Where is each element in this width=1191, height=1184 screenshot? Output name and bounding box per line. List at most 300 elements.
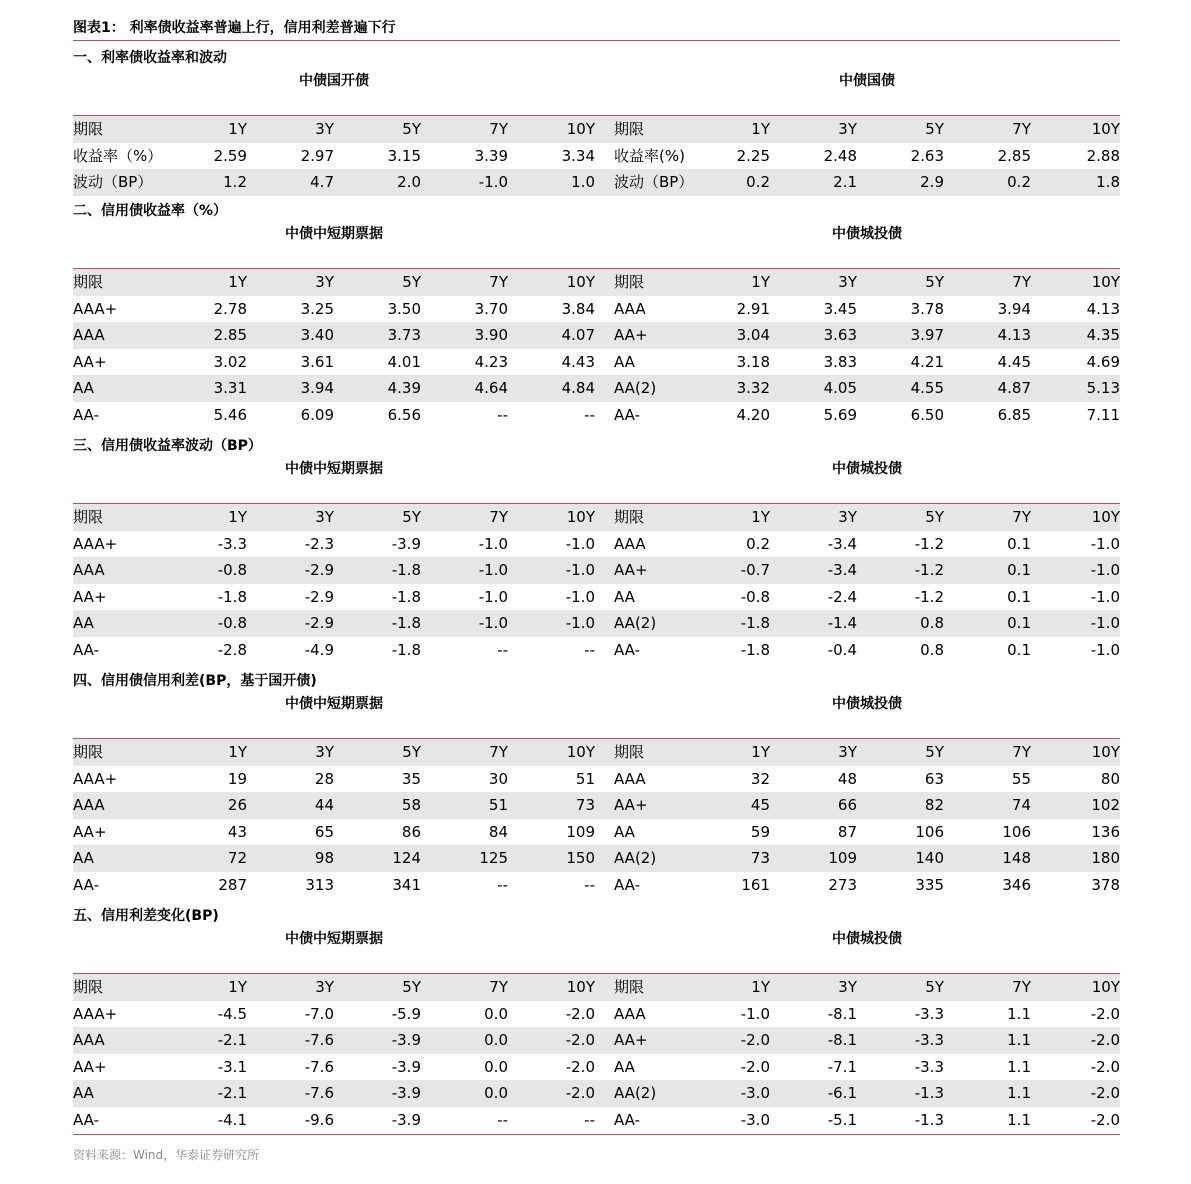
left-value-cell: -1.8	[391, 640, 421, 659]
right-value-cell: 1.1	[1007, 1057, 1031, 1076]
left-value-cell: 3.40	[300, 326, 334, 344]
table-row	[73, 1001, 1120, 1028]
left-row-label: AAA+	[73, 299, 118, 318]
table-row	[73, 349, 1120, 376]
left-row-label: 波动（BP）	[73, 173, 153, 191]
right-header-row-label: 期限	[614, 978, 645, 996]
left-value-cell: -1.8	[391, 587, 421, 606]
right-value-cell: -2.0	[740, 1031, 770, 1049]
right-header-row-label: 期限	[614, 120, 645, 138]
table-row	[73, 845, 1120, 872]
left-header-value-cell: 3Y	[315, 273, 334, 291]
right-value-cell: 0.8	[920, 614, 944, 632]
right-value-cell: -6.1	[827, 1084, 857, 1102]
right-value-cell: -3.4	[827, 534, 857, 553]
right-header-value-cell: 10Y	[1091, 508, 1120, 526]
left-header-value-cell: 7Y	[489, 743, 508, 761]
left-value-cell: -1.0	[478, 173, 508, 191]
right-value-cell: -1.0	[1090, 587, 1120, 606]
left-value-cell: 98	[314, 849, 334, 867]
left-value-cell: -1.0	[565, 614, 595, 632]
right-value-cell: -1.0	[1090, 561, 1120, 579]
left-row-label: AA+	[73, 1057, 107, 1076]
right-value-cell: 148	[1002, 849, 1031, 867]
left-value-cell: 3.70	[474, 299, 508, 318]
left-value-cell: 35	[401, 769, 421, 788]
right-value-cell: 4.35	[1086, 326, 1120, 344]
right-value-cell: 0.1	[1007, 561, 1031, 579]
right-value-cell: -1.2	[914, 534, 944, 553]
left-row-label: AA-	[73, 405, 100, 424]
right-header-value-cell: 5Y	[925, 743, 944, 761]
left-value-cell: 4.84	[561, 379, 595, 397]
left-value-cell: -1.0	[565, 561, 595, 579]
left-value-cell: -3.3	[217, 534, 247, 553]
right-value-cell: 0.1	[1007, 587, 1031, 606]
left-row-label: AA	[73, 379, 94, 397]
table-header-row	[73, 974, 1120, 1001]
right-header-value-cell: 3Y	[838, 508, 857, 526]
left-value-cell: -2.0	[565, 1031, 595, 1049]
left-header-value-cell: 3Y	[315, 120, 334, 138]
right-value-cell: 136	[1091, 822, 1120, 841]
left-header-value-cell: 7Y	[489, 978, 508, 996]
right-header-value-cell: 7Y	[1012, 743, 1031, 761]
right-row-label: AA	[614, 822, 635, 841]
left-value-cell: 4.39	[387, 379, 421, 397]
right-row-label: AA+	[614, 326, 648, 344]
left-row-label: AAA+	[73, 534, 118, 553]
right-header-value-cell: 7Y	[1012, 273, 1031, 291]
left-value-cell: -2.0	[565, 1004, 595, 1023]
left-value-cell: 43	[227, 822, 247, 841]
right-value-cell: 3.63	[823, 326, 857, 344]
left-row-label: AAA	[73, 326, 105, 344]
left-header-value-cell: 3Y	[315, 743, 334, 761]
right-row-label: AA	[614, 587, 635, 606]
right-header-value-cell: 7Y	[1012, 978, 1031, 996]
right-value-cell: 3.94	[997, 299, 1031, 318]
right-value-cell: 1.1	[1007, 1084, 1031, 1102]
left-value-cell: -7.6	[304, 1031, 334, 1049]
left-row-label: AAA+	[73, 769, 118, 788]
right-value-cell: -2.0	[740, 1057, 770, 1076]
left-value-cell: 73	[575, 796, 595, 814]
left-value-cell: -2.0	[565, 1084, 595, 1102]
right-value-cell: 5.69	[823, 405, 857, 424]
left-value-cell: -7.6	[304, 1057, 334, 1076]
left-value-cell: 58	[401, 796, 421, 814]
left-value-cell: --	[497, 875, 508, 894]
left-header-value-cell: 3Y	[315, 978, 334, 996]
left-header-row-label: 期限	[73, 508, 104, 526]
left-value-cell: 84	[488, 822, 508, 841]
left-value-cell: 3.50	[387, 299, 421, 318]
source-note: 资料来源：Wind，华泰证券研究所	[73, 1148, 260, 1162]
right-header-value-cell: 7Y	[1012, 120, 1031, 138]
left-row-label: AA+	[73, 587, 107, 606]
left-table-title: 中债国开债	[299, 73, 369, 89]
right-value-cell: 87	[837, 822, 857, 841]
right-value-cell: 4.55	[910, 379, 944, 397]
table-bottom-rule	[73, 1134, 1120, 1135]
right-row-label: AA+	[614, 796, 648, 814]
right-value-cell: 0.1	[1007, 614, 1031, 632]
right-value-cell: 2.25	[736, 146, 770, 165]
right-header-value-cell: 3Y	[838, 120, 857, 138]
right-header-value-cell: 1Y	[751, 508, 770, 526]
right-row-label: AA-	[614, 875, 641, 894]
right-value-cell: 48	[837, 769, 857, 788]
left-table-title: 中债中短期票据	[285, 696, 383, 712]
left-value-cell: 3.31	[213, 379, 247, 397]
right-row-label: AA-	[614, 1110, 641, 1129]
right-value-cell: -2.0	[1090, 1110, 1120, 1129]
table-row	[73, 296, 1120, 323]
right-row-label: AA-	[614, 640, 641, 659]
left-value-cell: -2.3	[304, 534, 334, 553]
right-header-value-cell: 10Y	[1091, 743, 1120, 761]
left-value-cell: 150	[566, 849, 595, 867]
right-value-cell: -1.2	[914, 561, 944, 579]
left-value-cell: 3.73	[387, 326, 421, 344]
left-value-cell: 44	[314, 796, 334, 814]
section-3	[73, 435, 1120, 664]
table-row	[73, 819, 1120, 846]
right-header-value-cell: 10Y	[1091, 978, 1120, 996]
right-value-cell: -1.0	[1090, 640, 1120, 659]
right-value-cell: 0.2	[746, 534, 770, 553]
left-value-cell: 72	[227, 849, 247, 867]
right-header-value-cell: 3Y	[838, 978, 857, 996]
section-title: 三、信用债收益率波动（BP）	[73, 438, 262, 454]
right-value-cell: -1.4	[827, 614, 857, 632]
left-value-cell: 6.56	[387, 405, 421, 424]
right-header-value-cell: 5Y	[925, 273, 944, 291]
right-header-value-cell: 5Y	[925, 508, 944, 526]
right-value-cell: 106	[915, 822, 944, 841]
left-header-value-cell: 1Y	[228, 120, 247, 138]
right-value-cell: 2.48	[823, 146, 857, 165]
left-value-cell: --	[497, 1110, 508, 1129]
right-value-cell: 3.18	[736, 352, 770, 371]
left-header-value-cell: 7Y	[489, 508, 508, 526]
table-row	[73, 766, 1120, 793]
left-value-cell: -1.8	[217, 587, 247, 606]
left-header-row-label: 期限	[73, 978, 104, 996]
right-value-cell: -2.0	[1090, 1084, 1120, 1102]
left-value-cell: 28	[314, 769, 334, 788]
right-value-cell: -2.4	[827, 587, 857, 606]
left-value-cell: 4.01	[387, 352, 421, 371]
right-value-cell: 4.13	[997, 326, 1031, 344]
right-value-cell: 82	[924, 796, 944, 814]
left-header-value-cell: 10Y	[566, 120, 595, 138]
right-value-cell: -1.2	[914, 587, 944, 606]
right-value-cell: 73	[750, 849, 770, 867]
left-value-cell: 26	[227, 796, 247, 814]
right-row-label: AA	[614, 1057, 635, 1076]
left-value-cell: -2.1	[217, 1031, 247, 1049]
left-row-label: AA-	[73, 640, 100, 659]
left-header-row-label: 期限	[73, 120, 104, 138]
left-value-cell: 2.0	[397, 173, 421, 191]
table-header-row	[73, 269, 1120, 296]
right-value-cell: 0.2	[746, 173, 770, 191]
right-value-cell: -1.0	[1090, 534, 1120, 553]
right-table-title: 中债国债	[839, 73, 895, 89]
right-header-value-cell: 1Y	[751, 120, 770, 138]
left-row-label: AA-	[73, 875, 100, 894]
left-value-cell: --	[497, 405, 508, 424]
figure-title: 图表1： 利率债收益率普遍上行，信用利差普遍下行	[73, 18, 1120, 41]
left-header-value-cell: 5Y	[402, 743, 421, 761]
right-row-label: AAA	[614, 769, 646, 788]
left-header-value-cell: 5Y	[402, 273, 421, 291]
left-row-label: 收益率（%）	[73, 146, 163, 165]
section-5	[73, 905, 1120, 1134]
left-row-label: AAA	[73, 561, 105, 579]
right-value-cell: 4.20	[736, 405, 770, 424]
right-value-cell: 273	[828, 875, 857, 894]
left-header-row-label: 期限	[73, 743, 104, 761]
section-title: 一、利率债收益率和波动	[73, 50, 227, 66]
left-value-cell: -2.0	[565, 1057, 595, 1076]
right-row-label: AAA	[614, 534, 646, 553]
section-title: 四、信用债信用利差(BP，基于国开债)	[73, 673, 317, 689]
table-row	[73, 557, 1120, 584]
right-value-cell: 4.69	[1086, 352, 1120, 371]
left-value-cell: -0.8	[217, 561, 247, 579]
left-value-cell: -2.9	[304, 587, 334, 606]
right-value-cell: 0.1	[1007, 534, 1031, 553]
right-value-cell: -1.3	[914, 1084, 944, 1102]
left-value-cell: -7.0	[304, 1004, 334, 1023]
right-row-label: AA(2)	[614, 614, 657, 632]
right-value-cell: -2.0	[1090, 1057, 1120, 1076]
left-table-title: 中债中短期票据	[285, 931, 383, 947]
table-row	[73, 1107, 1120, 1134]
left-header-value-cell: 10Y	[566, 273, 595, 291]
right-value-cell: -3.3	[914, 1031, 944, 1049]
right-value-cell: -0.4	[827, 640, 857, 659]
left-value-cell: 2.97	[300, 146, 334, 165]
left-value-cell: 3.02	[213, 352, 247, 371]
left-value-cell: --	[584, 640, 595, 659]
right-value-cell: -0.8	[740, 587, 770, 606]
left-value-cell: 1.0	[571, 173, 595, 191]
right-header-value-cell: 1Y	[751, 978, 770, 996]
table-row	[73, 375, 1120, 402]
left-value-cell: -1.0	[478, 561, 508, 579]
right-value-cell: 102	[1091, 796, 1120, 814]
left-value-cell: 3.84	[561, 299, 595, 318]
table-row	[73, 1027, 1120, 1054]
left-value-cell: 0.0	[484, 1031, 508, 1049]
left-row-label: AA+	[73, 352, 107, 371]
left-value-cell: 1.2	[223, 173, 247, 191]
left-value-cell: --	[497, 640, 508, 659]
left-value-cell: -4.9	[304, 640, 334, 659]
left-value-cell: 3.34	[561, 146, 595, 165]
table-row	[73, 143, 1120, 170]
right-value-cell: 140	[915, 849, 944, 867]
right-value-cell: 0.1	[1007, 640, 1031, 659]
right-header-value-cell: 1Y	[751, 273, 770, 291]
right-header-value-cell: 5Y	[925, 978, 944, 996]
right-value-cell: 1.8	[1096, 173, 1120, 191]
right-row-label: AA(2)	[614, 1084, 657, 1102]
right-value-cell: 5.13	[1086, 379, 1120, 397]
table-row	[73, 1054, 1120, 1081]
left-value-cell: -3.9	[391, 1057, 421, 1076]
right-header-value-cell: 5Y	[925, 120, 944, 138]
left-row-label: AAA	[73, 1031, 105, 1049]
left-value-cell: 65	[314, 822, 334, 841]
right-value-cell: -1.3	[914, 1110, 944, 1129]
left-value-cell: -9.6	[304, 1110, 334, 1129]
left-value-cell: 51	[488, 796, 508, 814]
right-value-cell: -1.8	[740, 640, 770, 659]
left-value-cell: 4.43	[561, 352, 595, 371]
right-row-label: AAA	[614, 299, 646, 318]
right-value-cell: 3.04	[736, 326, 770, 344]
right-header-row-label: 期限	[614, 743, 645, 761]
left-value-cell: 30	[488, 769, 508, 788]
left-row-label: AA	[73, 1084, 94, 1102]
right-table-title: 中债城投债	[832, 461, 902, 477]
left-value-cell: 125	[479, 849, 508, 867]
table-row	[73, 584, 1120, 611]
left-value-cell: -1.8	[391, 614, 421, 632]
right-value-cell: 3.32	[736, 379, 770, 397]
right-row-label: AA(2)	[614, 379, 657, 397]
left-value-cell: 2.78	[213, 299, 247, 318]
table-header-row	[73, 116, 1120, 143]
right-value-cell: 4.87	[997, 379, 1031, 397]
left-header-value-cell: 7Y	[489, 120, 508, 138]
right-value-cell: 2.1	[833, 173, 857, 191]
left-row-label: AAA	[73, 796, 105, 814]
left-row-label: AA+	[73, 822, 107, 841]
left-header-value-cell: 5Y	[402, 120, 421, 138]
right-value-cell: 4.05	[823, 379, 857, 397]
left-value-cell: -1.0	[478, 614, 508, 632]
section-title: 二、信用债收益率（%）	[73, 203, 228, 219]
right-value-cell: 66	[837, 796, 857, 814]
left-header-value-cell: 7Y	[489, 273, 508, 291]
right-value-cell: -1.0	[740, 1004, 770, 1023]
right-row-label: AA(2)	[614, 849, 657, 867]
right-table-title: 中债城投债	[832, 931, 902, 947]
left-value-cell: --	[584, 1110, 595, 1129]
left-value-cell: -3.9	[391, 1084, 421, 1102]
right-value-cell: -0.7	[740, 561, 770, 579]
left-value-cell: 86	[401, 822, 421, 841]
right-row-label: AA+	[614, 561, 648, 579]
left-value-cell: -3.9	[391, 1110, 421, 1129]
left-value-cell: 4.7	[310, 173, 334, 191]
right-value-cell: 59	[750, 822, 770, 841]
left-value-cell: --	[584, 875, 595, 894]
left-header-value-cell: 5Y	[402, 508, 421, 526]
right-value-cell: -7.1	[827, 1057, 857, 1076]
right-value-cell: 2.91	[736, 299, 770, 318]
left-header-value-cell: 10Y	[566, 978, 595, 996]
left-value-cell: -1.8	[391, 561, 421, 579]
section-2	[73, 200, 1120, 429]
left-row-label: AA	[73, 614, 94, 632]
left-value-cell: 0.0	[484, 1004, 508, 1023]
left-value-cell: -2.9	[304, 614, 334, 632]
left-header-value-cell: 3Y	[315, 508, 334, 526]
right-value-cell: -2.0	[1090, 1031, 1120, 1049]
right-value-cell: 6.50	[910, 405, 944, 424]
left-value-cell: -7.6	[304, 1084, 334, 1102]
left-header-value-cell: 1Y	[228, 978, 247, 996]
right-value-cell: -8.1	[827, 1031, 857, 1049]
left-value-cell: 4.64	[474, 379, 508, 397]
left-value-cell: 2.59	[213, 146, 247, 165]
right-header-value-cell: 10Y	[1091, 120, 1120, 138]
left-value-cell: 313	[305, 875, 334, 894]
left-row-label: AAA+	[73, 1004, 118, 1023]
right-value-cell: 0.8	[920, 640, 944, 659]
right-value-cell: 32	[750, 769, 770, 788]
left-value-cell: --	[584, 405, 595, 424]
left-value-cell: -0.8	[217, 614, 247, 632]
right-value-cell: 2.9	[920, 173, 944, 191]
right-value-cell: -3.0	[740, 1084, 770, 1102]
right-value-cell: 161	[741, 875, 770, 894]
left-value-cell: -1.0	[478, 534, 508, 553]
left-value-cell: 6.09	[300, 405, 334, 424]
left-value-cell: 4.23	[474, 352, 508, 371]
left-header-value-cell: 1Y	[228, 273, 247, 291]
left-value-cell: 3.94	[300, 379, 334, 397]
right-value-cell: 3.97	[910, 326, 944, 344]
left-value-cell: 287	[218, 875, 247, 894]
left-header-value-cell: 1Y	[228, 743, 247, 761]
right-header-value-cell: 7Y	[1012, 508, 1031, 526]
right-value-cell: 7.11	[1086, 405, 1120, 424]
right-value-cell: 0.2	[1007, 173, 1031, 191]
right-value-cell: 1.1	[1007, 1004, 1031, 1023]
left-row-label: AA	[73, 849, 94, 867]
right-header-value-cell: 10Y	[1091, 273, 1120, 291]
left-value-cell: -4.1	[217, 1110, 247, 1129]
right-value-cell: 106	[1002, 822, 1031, 841]
left-value-cell: -4.5	[217, 1004, 247, 1023]
right-value-cell: 55	[1011, 769, 1031, 788]
left-table-title: 中债中短期票据	[285, 461, 383, 477]
right-header-row-label: 期限	[614, 273, 645, 291]
table-row	[73, 402, 1120, 429]
right-value-cell: 378	[1091, 875, 1120, 894]
table-row	[73, 531, 1120, 558]
left-value-cell: -1.0	[565, 587, 595, 606]
right-value-cell: 109	[828, 849, 857, 867]
right-value-cell: -3.3	[914, 1004, 944, 1023]
right-value-cell: 4.45	[997, 352, 1031, 371]
left-header-value-cell: 1Y	[228, 508, 247, 526]
table-row	[73, 610, 1120, 637]
right-value-cell: -2.0	[1090, 1004, 1120, 1023]
right-value-cell: -1.0	[1090, 614, 1120, 632]
right-row-label: 收益率(%)	[614, 146, 685, 165]
table-row	[73, 872, 1120, 899]
right-value-cell: 2.85	[997, 146, 1031, 165]
